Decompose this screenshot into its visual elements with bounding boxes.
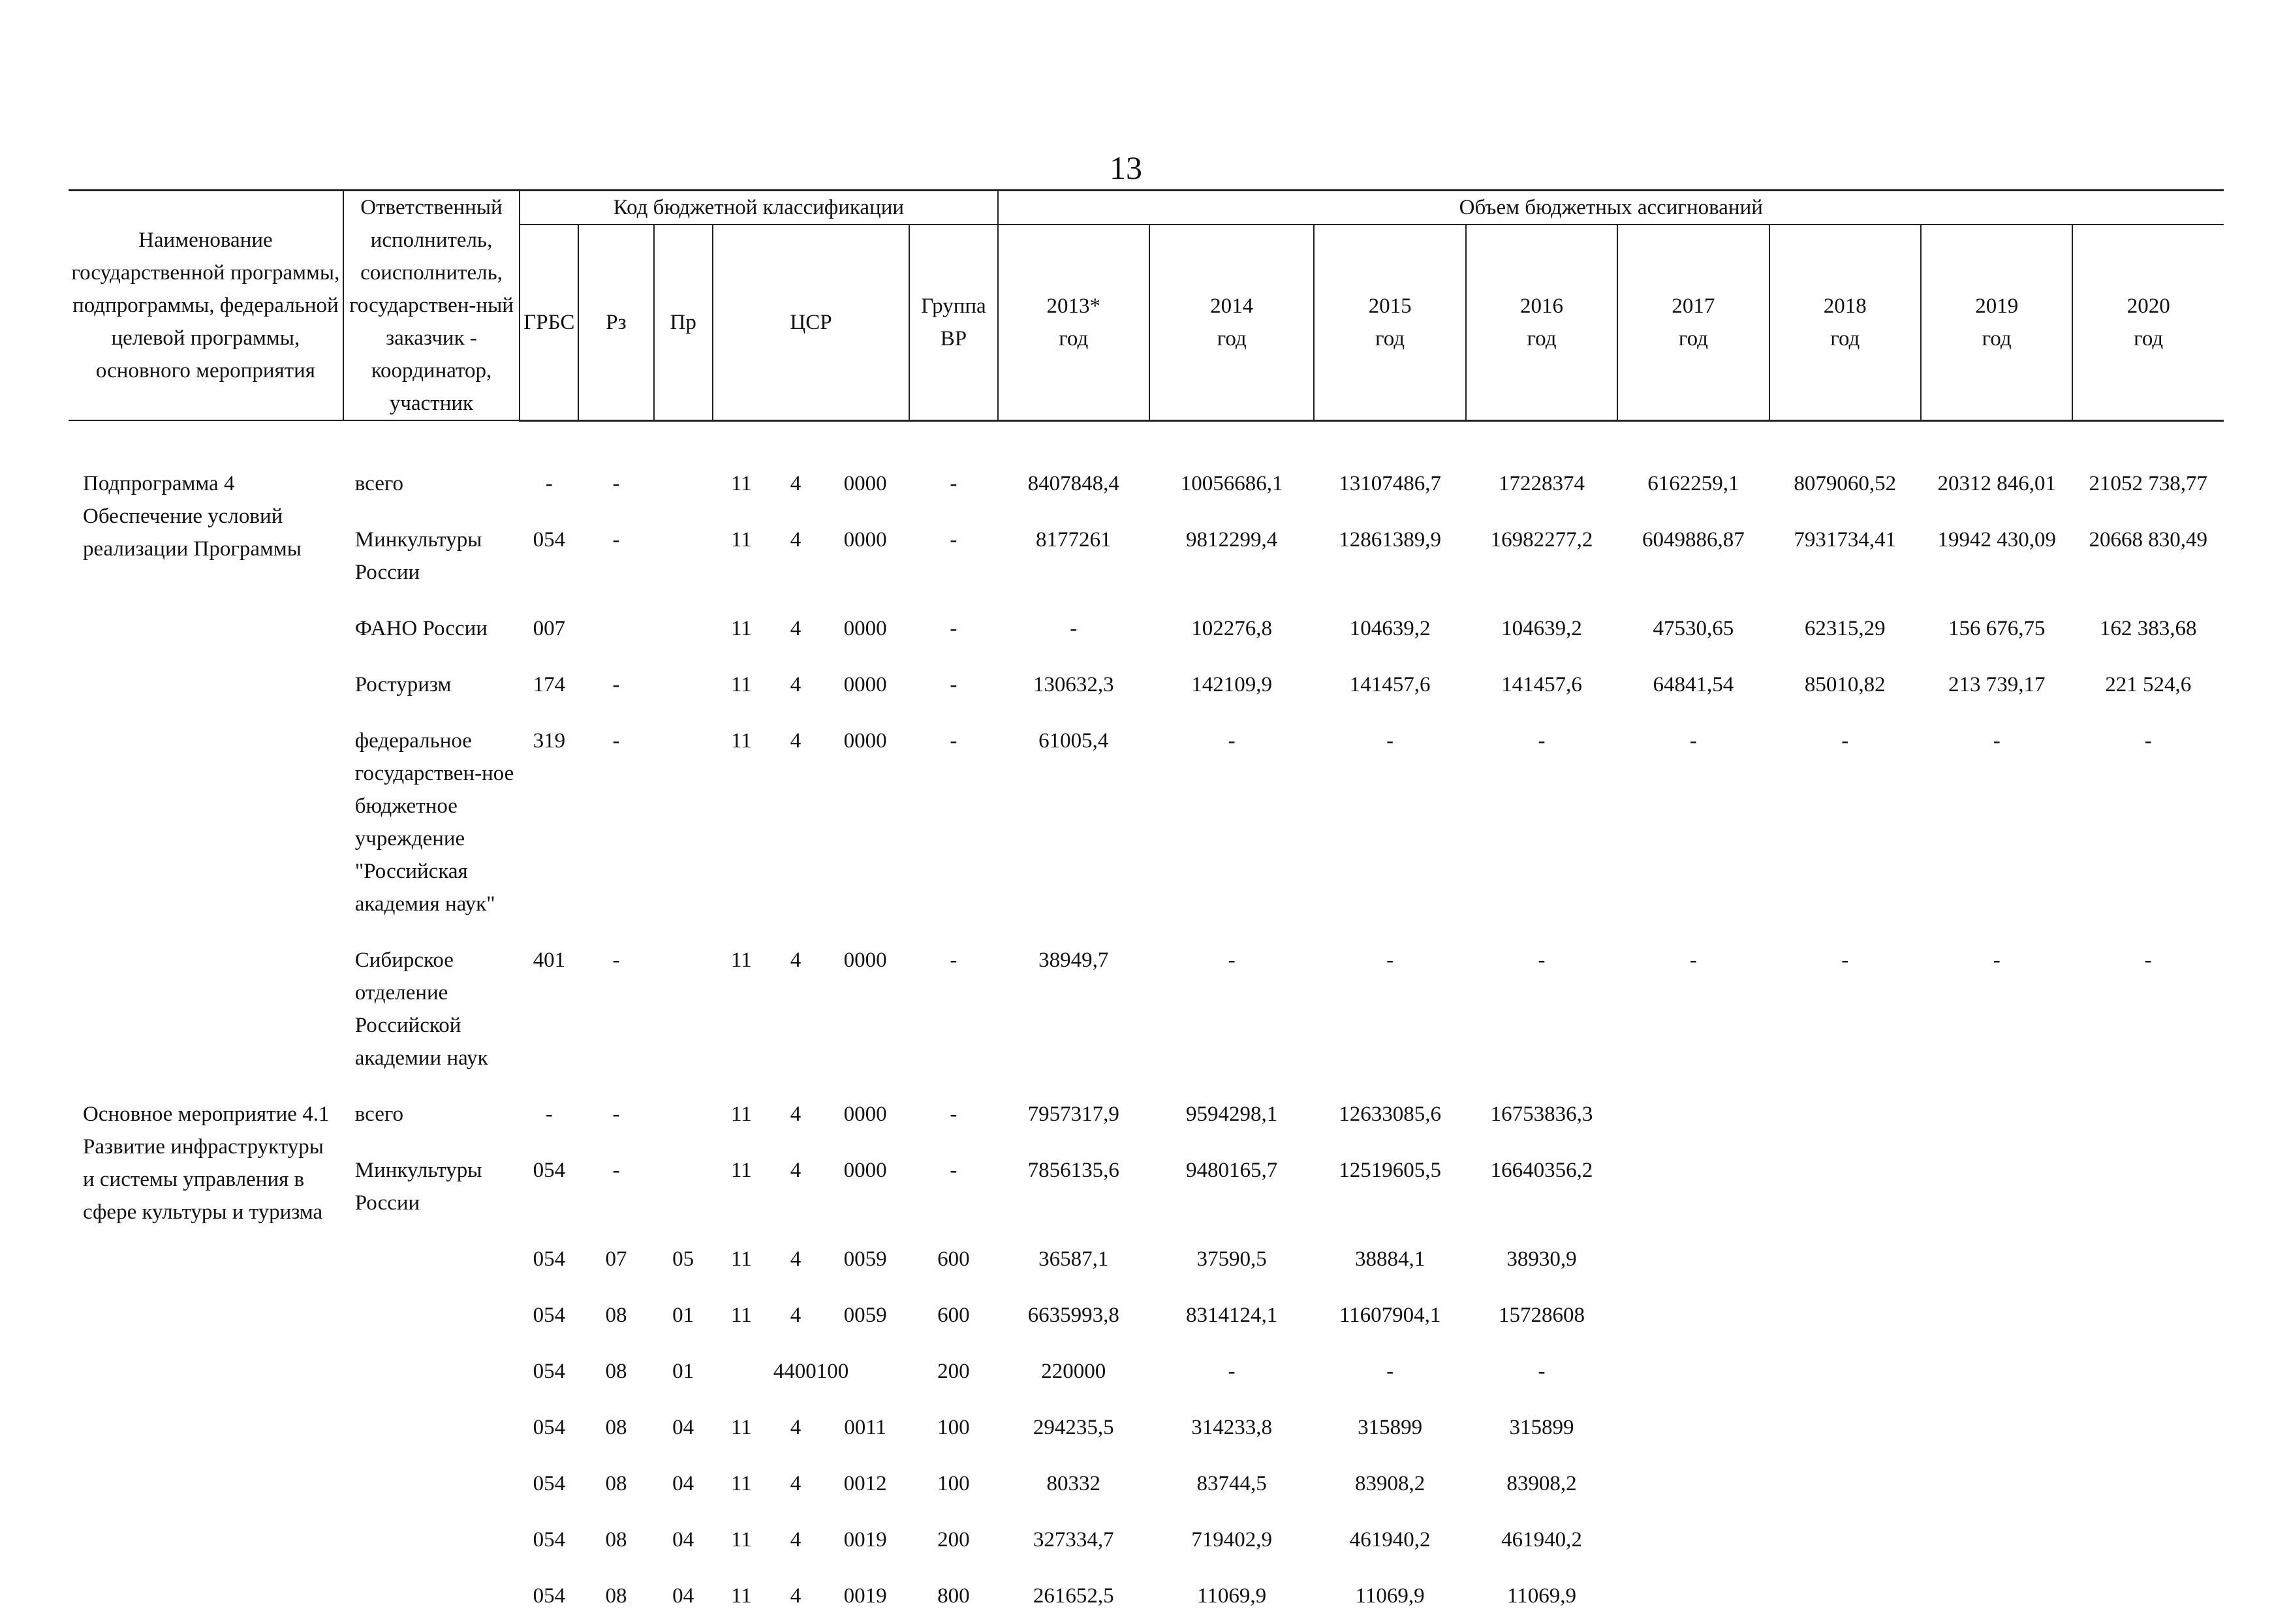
amount-cell-2013: - xyxy=(1070,616,1078,640)
amount-cell-2013: 130632,3 xyxy=(1033,672,1114,696)
csr-part3-cell: 0000 xyxy=(843,527,887,552)
grbs-cell: 174 xyxy=(533,672,566,696)
header-pr: Пр xyxy=(654,225,713,420)
csr-part2-cell: 4 xyxy=(790,1247,802,1271)
executor-cell: Ростуризм xyxy=(354,672,452,696)
csr-part3-cell: 0011 xyxy=(844,1415,887,1439)
amount-cell-2015: 12519605,5 xyxy=(1339,1158,1441,1182)
amount-cell-2013: 38949,7 xyxy=(1038,948,1109,972)
header-year-2013 xyxy=(998,225,1149,420)
table-row xyxy=(69,1456,2224,1512)
header-vr-line1: Группа xyxy=(921,294,986,318)
table-body xyxy=(69,420,2224,1624)
csr-part2-cell: 4 xyxy=(790,728,802,753)
year-suffix: год xyxy=(1678,326,1708,351)
table-row xyxy=(69,1287,2224,1343)
amount-cell-2017: 6162259,1 xyxy=(1647,471,1739,495)
amount-cell-2019: 20312 846,01 xyxy=(1937,471,2056,495)
header-year-2017 xyxy=(1617,225,1769,420)
amount-cell-2018: 7931734,41 xyxy=(1794,527,1897,552)
csr-part3-cell: 0000 xyxy=(843,1158,887,1182)
amount-cell-2020 xyxy=(2072,1086,2224,1142)
header-year-2014 xyxy=(1149,225,1314,420)
csr-part3-cell: 0000 xyxy=(843,616,887,640)
rz-cell: - xyxy=(612,948,620,972)
amount-cell-2019: 156 676,75 xyxy=(1948,616,2046,640)
csr-part1-cell: 11 xyxy=(730,1584,752,1608)
year-suffix: год xyxy=(2134,326,2164,351)
rz-cell: 08 xyxy=(605,1527,627,1552)
amount-cell-2017 xyxy=(1617,1343,1769,1399)
amount-cell-2017 xyxy=(1617,1512,1769,1568)
amount-cell-2016: - xyxy=(1538,728,1546,753)
amount-cell-2015: - xyxy=(1386,1359,1394,1383)
amount-cell-2016: 16640356,2 xyxy=(1490,1158,1593,1182)
amount-cell-2018: 62315,29 xyxy=(1804,616,1886,640)
amount-cell-2020 xyxy=(2072,1287,2224,1343)
year-label: 2014 xyxy=(1210,294,1254,318)
csr-part3-cell: 0012 xyxy=(843,1471,887,1495)
amount-cell-2020 xyxy=(2072,1399,2224,1456)
csr-part3-cell: 0000 xyxy=(843,672,887,696)
amount-cell-2019: 19942 430,09 xyxy=(1937,527,2056,552)
amount-cell-2017: 6049886,87 xyxy=(1642,527,1745,552)
csr-part1-cell: 11 xyxy=(730,471,752,495)
header-name-col: Наименование государственной программы, подпрограммы, федеральной целевой программы, основного мероприятия xyxy=(69,191,343,421)
pr-cell: 04 xyxy=(672,1471,694,1495)
year-label: 2017 xyxy=(1672,294,1715,318)
pr-cell xyxy=(654,512,713,601)
csr-part1-cell: 11 xyxy=(730,948,752,972)
grbs-cell: - xyxy=(545,471,553,495)
amount-cell-2016: 83908,2 xyxy=(1506,1471,1577,1495)
amount-cell-2014: 10056686,1 xyxy=(1180,471,1283,495)
header-rz: Рз xyxy=(578,225,653,420)
pr-cell: 01 xyxy=(672,1359,694,1383)
vr-cell: - xyxy=(950,672,958,696)
amount-cell-2018 xyxy=(1769,1456,1921,1512)
csr-part1-cell: 11 xyxy=(730,1415,752,1439)
vr-cell: 200 xyxy=(937,1527,970,1552)
amount-cell-2019 xyxy=(1921,1287,2072,1343)
amount-cell-2020 xyxy=(2072,1231,2224,1287)
csr-part2-cell: 4 xyxy=(790,1303,802,1327)
grbs-cell: 319 xyxy=(533,728,566,753)
amount-cell-2015: 11069,9 xyxy=(1355,1584,1425,1608)
csr-part3-cell: 0019 xyxy=(843,1584,887,1608)
pr-cell xyxy=(654,1142,713,1231)
amount-cell-2013: 36587,1 xyxy=(1038,1247,1109,1271)
budget-table xyxy=(69,189,2224,1624)
amount-cell-2015: - xyxy=(1386,948,1394,972)
amount-cell-2015: 315899 xyxy=(1358,1415,1423,1439)
amount-cell-2018 xyxy=(1769,1512,1921,1568)
executor-cell: ФАНО России xyxy=(354,616,488,640)
rz-cell: 08 xyxy=(605,1415,627,1439)
amount-cell-2017: - xyxy=(1689,728,1697,753)
amount-cell-2019 xyxy=(1921,1568,2072,1624)
csr-part1-cell: 11 xyxy=(730,1527,752,1552)
amount-cell-2016: - xyxy=(1538,948,1546,972)
executor-cell xyxy=(343,1456,520,1512)
amount-cell-2018: - xyxy=(1841,948,1849,972)
amount-cell-2013: 8177261 xyxy=(1035,527,1112,552)
header-code-group: Код бюджетной классификации xyxy=(520,191,997,225)
amount-cell-2013: 8407848,4 xyxy=(1027,471,1119,495)
amount-cell-2019 xyxy=(1921,1456,2072,1512)
amount-cell-2016: 104639,2 xyxy=(1501,616,1582,640)
amount-cell-2020: - xyxy=(2144,728,2152,753)
csr-part1-cell: 11 xyxy=(730,1471,752,1495)
header-year-2016 xyxy=(1466,225,1617,420)
executor-cell xyxy=(343,1399,520,1456)
amount-cell-2017: - xyxy=(1689,948,1697,972)
amount-cell-2013: 7957317,9 xyxy=(1027,1102,1119,1126)
grbs-cell: - xyxy=(545,1102,553,1126)
amount-cell-2013: 294235,5 xyxy=(1033,1415,1114,1439)
amount-cell-2015: 11607904,1 xyxy=(1339,1303,1441,1327)
csr-part1-cell: 11 xyxy=(730,1102,752,1126)
header-csr: ЦСР xyxy=(713,225,910,420)
csr-part1-cell: 11 xyxy=(730,1247,752,1271)
pr-cell: 04 xyxy=(672,1584,694,1608)
amount-cell-2016: 15728608 xyxy=(1498,1303,1585,1327)
vr-cell: 100 xyxy=(937,1415,970,1439)
vr-cell: 200 xyxy=(937,1359,970,1383)
year-label: 2016 xyxy=(1519,294,1563,318)
amount-cell-2016: 315899 xyxy=(1509,1415,1574,1439)
amount-cell-2013: 327334,7 xyxy=(1033,1527,1114,1552)
vr-cell: 100 xyxy=(937,1471,970,1495)
amount-cell-2020: 21052 738,77 xyxy=(2089,471,2207,495)
pr-cell xyxy=(654,456,713,512)
amount-cell-2014: 11069,9 xyxy=(1197,1584,1267,1608)
amount-cell-2020: - xyxy=(2144,948,2152,972)
amount-cell-2019: - xyxy=(1993,948,2001,972)
table-row xyxy=(69,657,2224,713)
grbs-cell: 054 xyxy=(533,1359,566,1383)
csr-part2-cell: 4 xyxy=(790,1471,802,1495)
vr-cell: - xyxy=(950,471,958,495)
amount-cell-2019: - xyxy=(1993,728,2001,753)
amount-cell-2016: - xyxy=(1538,1359,1546,1383)
amount-cell-2016: 11069,9 xyxy=(1506,1584,1576,1608)
table-row xyxy=(69,713,2224,932)
year-suffix: год xyxy=(1059,326,1089,351)
amount-cell-2014: - xyxy=(1228,1359,1236,1383)
amount-cell-2018 xyxy=(1769,1086,1921,1142)
year-label: 2019 xyxy=(1975,294,2019,318)
csr-part2-cell: 4 xyxy=(790,527,802,552)
amount-cell-2016: 38930,9 xyxy=(1506,1247,1577,1271)
program-name-cell: Подпрограмма 4 Обеспечение условий реализации Программы xyxy=(83,471,302,561)
csr-cell: 4400100 xyxy=(773,1359,849,1383)
grbs-cell: 054 xyxy=(533,1303,566,1327)
vr-cell: - xyxy=(950,527,958,552)
amount-cell-2016: 461940,2 xyxy=(1501,1527,1582,1552)
csr-part2-cell: 4 xyxy=(790,948,802,972)
csr-part3-cell: 0000 xyxy=(843,1102,887,1126)
amount-cell-2014: 83744,5 xyxy=(1196,1471,1267,1495)
grbs-cell: 054 xyxy=(533,1247,566,1271)
vr-cell: 600 xyxy=(937,1247,970,1271)
amount-cell-2013: 61005,4 xyxy=(1038,728,1109,753)
amount-cell-2019 xyxy=(1921,1399,2072,1456)
amount-cell-2020 xyxy=(2072,1512,2224,1568)
csr-part1-cell: 11 xyxy=(730,616,752,640)
amount-cell-2017 xyxy=(1617,1287,1769,1343)
year-suffix: год xyxy=(1982,326,2012,351)
amount-cell-2017: 64841,54 xyxy=(1653,672,1734,696)
amount-cell-2017 xyxy=(1617,1399,1769,1456)
pr-cell xyxy=(654,932,713,1086)
executor-cell: Минкультуры России xyxy=(354,527,482,584)
header-executor-col: Ответственный исполнитель, соисполнитель, государствен-ный заказчик - координатор, участник xyxy=(343,191,520,421)
csr-part2-cell: 4 xyxy=(790,672,802,696)
amount-cell-2018 xyxy=(1769,1343,1921,1399)
amount-cell-2019 xyxy=(1921,1142,2072,1231)
amount-cell-2017 xyxy=(1617,1231,1769,1287)
spacer-row xyxy=(69,420,2224,456)
amount-cell-2013: 220000 xyxy=(1041,1359,1106,1383)
amount-cell-2013: 7856135,6 xyxy=(1027,1158,1119,1182)
table-row xyxy=(69,1568,2224,1624)
table-row xyxy=(69,456,2224,512)
amount-cell-2015: 104639,2 xyxy=(1349,616,1431,640)
year-suffix: год xyxy=(1527,326,1557,351)
executor-cell: Минкультуры России xyxy=(354,1158,482,1215)
rz-cell: - xyxy=(612,527,620,552)
amount-cell-2013: 6635993,8 xyxy=(1027,1303,1119,1327)
header-year-2015 xyxy=(1314,225,1465,420)
header-volume-group: Объем бюджетных ассигнований xyxy=(998,191,2224,225)
csr-part3-cell: 0000 xyxy=(843,948,887,972)
header-vr-line2: ВР xyxy=(940,326,967,351)
vr-cell: - xyxy=(950,1158,958,1182)
executor-cell xyxy=(343,1568,520,1624)
amount-cell-2018 xyxy=(1769,1231,1921,1287)
amount-cell-2017 xyxy=(1617,1142,1769,1231)
year-suffix: год xyxy=(1375,326,1405,351)
pr-cell xyxy=(654,601,713,657)
csr-part1-cell: 11 xyxy=(730,672,752,696)
pr-cell xyxy=(654,1086,713,1142)
amount-cell-2015: 13107486,7 xyxy=(1339,471,1441,495)
pr-cell: 05 xyxy=(672,1247,694,1271)
year-label: 2015 xyxy=(1368,294,1412,318)
amount-cell-2017 xyxy=(1617,1456,1769,1512)
year-suffix: год xyxy=(1830,326,1860,351)
amount-cell-2014: 9480165,7 xyxy=(1186,1158,1278,1182)
csr-part2-cell: 4 xyxy=(790,471,802,495)
amount-cell-2014: - xyxy=(1228,948,1236,972)
executor-cell: Сибирское отделение Российской академии наук xyxy=(354,948,488,1070)
executor-cell: всего xyxy=(354,471,404,495)
amount-cell-2020 xyxy=(2072,1568,2224,1624)
grbs-cell: 054 xyxy=(533,1471,566,1495)
amount-cell-2020: 221 524,6 xyxy=(2105,672,2192,696)
amount-cell-2019 xyxy=(1921,1086,2072,1142)
executor-cell: федеральное государствен-ное бюджетное учреждение "Российская академия наук" xyxy=(354,728,514,916)
amount-cell-2018 xyxy=(1769,1568,1921,1624)
amount-cell-2019: 213 739,17 xyxy=(1948,672,2046,696)
header-vr xyxy=(909,225,997,420)
rz-cell: - xyxy=(612,728,620,753)
csr-part1-cell: 11 xyxy=(730,527,752,552)
csr-part3-cell: 0000 xyxy=(843,471,887,495)
rz-cell: 07 xyxy=(605,1247,627,1271)
amount-cell-2020: 162 383,68 xyxy=(2099,616,2197,640)
executor-cell xyxy=(343,1287,520,1343)
pr-cell: 04 xyxy=(672,1527,694,1552)
amount-cell-2014: 8314124,1 xyxy=(1186,1303,1278,1327)
amount-cell-2015: - xyxy=(1386,728,1394,753)
amount-cell-2018 xyxy=(1769,1142,1921,1231)
csr-part2-cell: 4 xyxy=(790,616,802,640)
amount-cell-2014: 719402,9 xyxy=(1191,1527,1273,1552)
amount-cell-2014: 142109,9 xyxy=(1191,672,1273,696)
pr-cell xyxy=(654,713,713,932)
pr-cell xyxy=(654,657,713,713)
table-row xyxy=(69,1086,2224,1142)
table-row xyxy=(69,1343,2224,1399)
table-row xyxy=(69,1142,2224,1231)
amount-cell-2014: 9594298,1 xyxy=(1186,1102,1278,1126)
amount-cell-2016: 16982277,2 xyxy=(1490,527,1593,552)
amount-cell-2014: - xyxy=(1228,728,1236,753)
program-name-cell: Основное мероприятие 4.1 Развитие инфраструктуры и системы управления в сфере культуры и туризма xyxy=(83,1102,330,1224)
csr-part1-cell: 11 xyxy=(730,1158,752,1182)
header-year-2019 xyxy=(1921,225,2072,420)
table-row xyxy=(69,512,2224,601)
table-row xyxy=(69,601,2224,657)
executor-cell xyxy=(343,1512,520,1568)
amount-cell-2017 xyxy=(1617,1086,1769,1142)
year-label: 2018 xyxy=(1823,294,1867,318)
pr-cell: 01 xyxy=(672,1303,694,1327)
vr-cell: - xyxy=(950,1102,958,1126)
amount-cell-2019 xyxy=(1921,1231,2072,1287)
csr-part3-cell: 0059 xyxy=(843,1303,887,1327)
executor-cell xyxy=(343,1343,520,1399)
csr-part3-cell: 0000 xyxy=(843,728,887,753)
amount-cell-2017 xyxy=(1617,1568,1769,1624)
table-header xyxy=(69,191,2224,421)
header-year-2020 xyxy=(2072,225,2224,420)
amount-cell-2015: 461940,2 xyxy=(1349,1527,1431,1552)
page-number: 13 xyxy=(1110,149,1142,186)
rz-cell: 08 xyxy=(605,1303,627,1327)
grbs-cell: 007 xyxy=(533,616,566,640)
amount-cell-2014: 37590,5 xyxy=(1196,1247,1267,1271)
grbs-cell: 054 xyxy=(533,1527,566,1552)
amount-cell-2013: 261652,5 xyxy=(1033,1584,1114,1608)
table-row xyxy=(69,932,2224,1086)
amount-cell-2020 xyxy=(2072,1142,2224,1231)
csr-part3-cell: 0059 xyxy=(843,1247,887,1271)
table-row xyxy=(69,1399,2224,1456)
vr-cell: - xyxy=(950,728,958,753)
amount-cell-2017: 47530,65 xyxy=(1653,616,1734,640)
amount-cell-2015: 141457,6 xyxy=(1349,672,1431,696)
csr-part2-cell: 4 xyxy=(790,1527,802,1552)
rz-cell xyxy=(578,601,653,657)
amount-cell-2016: 17228374 xyxy=(1498,471,1585,495)
amount-cell-2019 xyxy=(1921,1343,2072,1399)
amount-cell-2014: 314233,8 xyxy=(1191,1415,1273,1439)
executor-cell xyxy=(343,1231,520,1287)
amount-cell-2015: 12633085,6 xyxy=(1339,1102,1441,1126)
amount-cell-2015: 12861389,9 xyxy=(1339,527,1441,552)
vr-cell: - xyxy=(950,948,958,972)
amount-cell-2018: 8079060,52 xyxy=(1794,471,1897,495)
vr-cell: 600 xyxy=(937,1303,970,1327)
pr-cell: 04 xyxy=(672,1415,694,1439)
year-suffix: год xyxy=(1217,326,1247,351)
header-year-2018 xyxy=(1769,225,1921,420)
csr-part1-cell: 11 xyxy=(730,728,752,753)
rz-cell: 08 xyxy=(605,1471,627,1495)
table-row xyxy=(69,1512,2224,1568)
grbs-cell: 054 xyxy=(533,1158,566,1182)
csr-part2-cell: 4 xyxy=(790,1102,802,1126)
amount-cell-2014: 102276,8 xyxy=(1191,616,1273,640)
csr-part2-cell: 4 xyxy=(790,1584,802,1608)
table-row xyxy=(69,1231,2224,1287)
grbs-cell: 401 xyxy=(533,948,566,972)
header-grbs: ГРБС xyxy=(520,225,578,420)
amount-cell-2014: 9812299,4 xyxy=(1186,527,1278,552)
rz-cell: - xyxy=(612,1158,620,1182)
amount-cell-2016: 16753836,3 xyxy=(1490,1102,1593,1126)
amount-cell-2018: 85010,82 xyxy=(1804,672,1886,696)
rz-cell: - xyxy=(612,1102,620,1126)
amount-cell-2018 xyxy=(1769,1287,1921,1343)
spacer-cell xyxy=(69,420,2224,456)
amount-cell-2019 xyxy=(1921,1512,2072,1568)
amount-cell-2018 xyxy=(1769,1399,1921,1456)
rz-cell: - xyxy=(612,672,620,696)
rz-cell: - xyxy=(612,471,620,495)
vr-cell: - xyxy=(950,616,958,640)
amount-cell-2020: 20668 830,49 xyxy=(2089,527,2207,552)
csr-part2-cell: 4 xyxy=(790,1158,802,1182)
csr-part1-cell: 11 xyxy=(730,1303,752,1327)
csr-part2-cell: 4 xyxy=(790,1415,802,1439)
amount-cell-2016: 141457,6 xyxy=(1501,672,1582,696)
grbs-cell: 054 xyxy=(533,1415,566,1439)
amount-cell-2013: 80332 xyxy=(1046,1471,1100,1495)
amount-cell-2015: 38884,1 xyxy=(1354,1247,1425,1271)
year-label: 2020 xyxy=(2126,294,2170,318)
rz-cell: 08 xyxy=(605,1584,627,1608)
grbs-cell: 054 xyxy=(533,1584,566,1608)
amount-cell-2020 xyxy=(2072,1343,2224,1399)
amount-cell-2015: 83908,2 xyxy=(1354,1471,1425,1495)
vr-cell: 800 xyxy=(937,1584,970,1608)
rz-cell: 08 xyxy=(605,1359,627,1383)
amount-cell-2018: - xyxy=(1841,728,1849,753)
executor-cell: всего xyxy=(354,1102,404,1126)
year-label: 2013* xyxy=(1046,294,1100,318)
grbs-cell: 054 xyxy=(533,527,566,552)
csr-part3-cell: 0019 xyxy=(843,1527,887,1552)
amount-cell-2020 xyxy=(2072,1456,2224,1512)
